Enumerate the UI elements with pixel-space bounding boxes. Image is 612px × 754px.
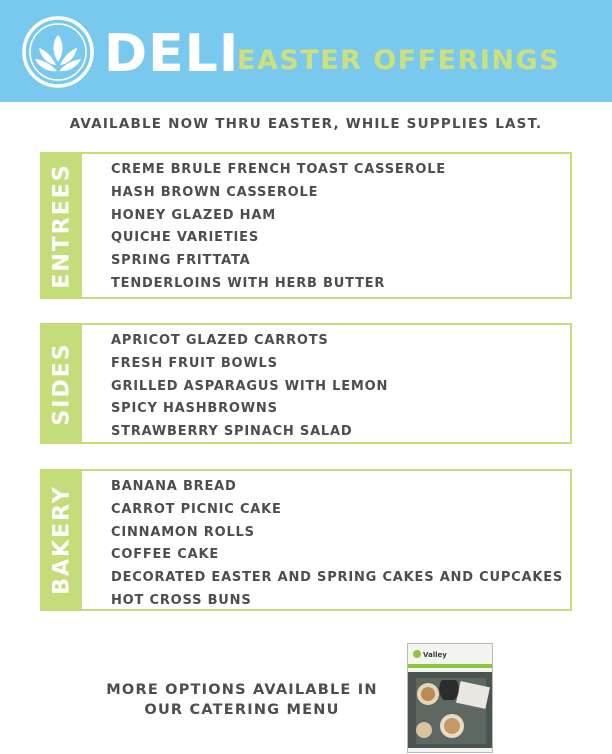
header-banner — [0, 0, 612, 102]
section-tab — [42, 154, 82, 297]
list-item: STRAWBERRY SPINACH SALAD — [111, 424, 353, 440]
list-item: BANANA BREAD — [111, 479, 237, 494]
list-item: HONEY GLAZED HAM — [111, 207, 276, 223]
catering-note-line-1: MORE OPTIONS AVAILABLE IN — [106, 682, 378, 698]
section-entrees — [40, 152, 572, 299]
section-tab — [42, 471, 82, 609]
list-item: CREME BRULE FRENCH TOAST CASSEROLE — [111, 162, 446, 177]
thumbnail-brand: Valley — [423, 651, 447, 659]
list-item: DECORATED EASTER AND SPRING CAKES AND CUPCAKES — [111, 570, 564, 586]
brand-wordmark: DELI — [104, 24, 240, 84]
catering-menu-cover-image — [408, 644, 493, 753]
list-item: SPICY HASHBROWNS — [111, 401, 278, 417]
section-label: SIDES — [49, 341, 75, 426]
list-item: FRESH FRUIT BOWLS — [111, 355, 278, 371]
list-item: HOT CROSS BUNS — [111, 592, 252, 608]
list-item: CINNAMON ROLLS — [111, 524, 255, 540]
list-item: GRILLED ASPARAGUS WITH LEMON — [111, 378, 389, 394]
catering-note — [100, 680, 384, 720]
section-label: BAKERY — [49, 485, 75, 595]
list-item: TENDERLOINS WITH HERB BUTTER — [111, 275, 386, 291]
catering-menu-thumbnail[interactable] — [407, 643, 493, 753]
page-title: EASTER OFFERINGS — [237, 45, 561, 76]
list-item: COFFEE CAKE — [111, 547, 219, 563]
item-list — [111, 159, 446, 296]
list-item: QUICHE VARIETIES — [111, 230, 259, 246]
list-item: HASH BROWN CASSEROLE — [111, 184, 319, 200]
availability-tagline: AVAILABLE NOW THRU EASTER, WHILE SUPPLIES LAST. — [69, 116, 543, 132]
list-item: SPRING FRITTATA — [111, 253, 251, 269]
section-label: ENTREES — [49, 162, 75, 289]
section-sides — [40, 323, 572, 444]
item-list — [111, 330, 388, 444]
section-bakery — [40, 469, 572, 611]
list-item: CARROT PICNIC CAKE — [111, 501, 282, 517]
leaf-emblem-icon — [21, 15, 95, 89]
catering-note-line-2: OUR CATERING MENU — [144, 702, 340, 718]
item-list — [111, 476, 563, 613]
list-item: APRICOT GLAZED CARROTS — [111, 333, 329, 348]
section-tab — [42, 325, 82, 442]
